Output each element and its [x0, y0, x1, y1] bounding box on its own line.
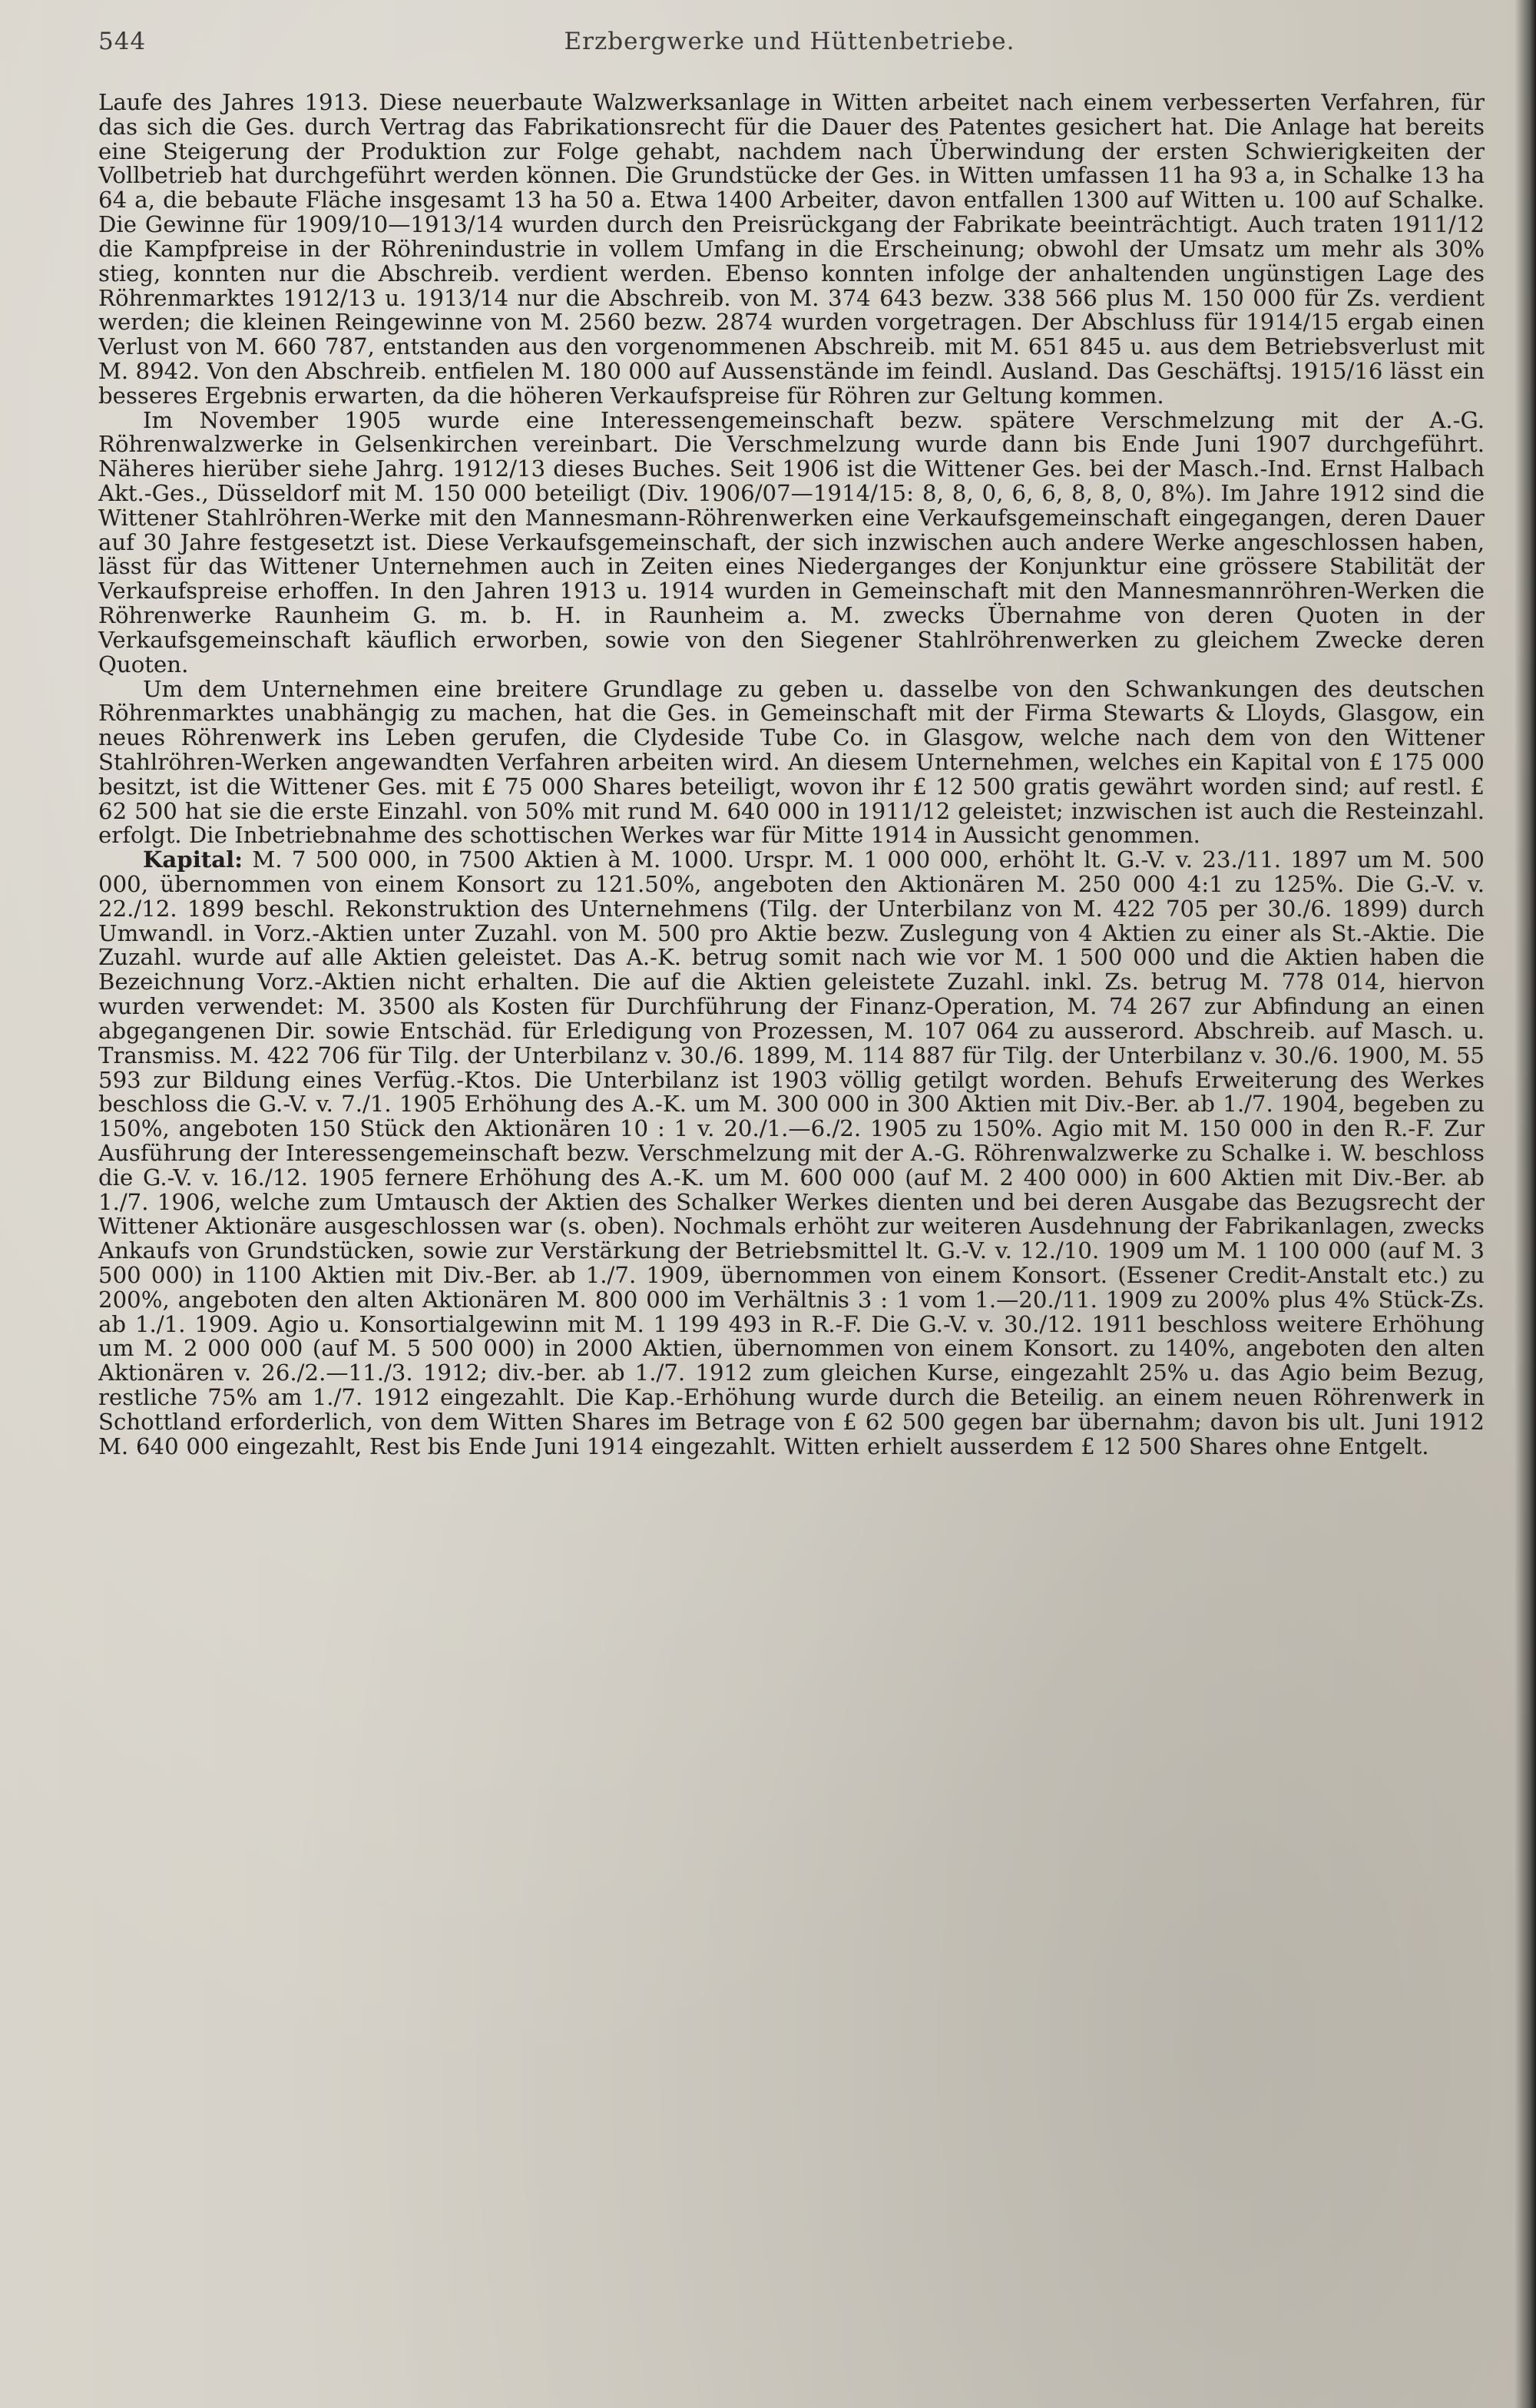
running-title: Erzbergwerke und Hüttenbetriebe.: [564, 28, 1015, 55]
kapital-text: M. 7 500 000, in 7500 Aktien à M. 1000. Urspr. M. 1 000 000, erhöht lt. G.-V. v. 23./11. 1897 um M. 500 000, übernommen von einem Konsort zu 121.50%, angeboten den Aktionären M. 250 000 4:1 zu 125%. Die G.-V. v. 22./12. 1899 beschl. Rekonstruktion des Unternehmens (Tilg. der Unterbilanz von M. 422 705 per 30./6. 1899) durch Umwandl. in Vorz.-Aktien unter Zuzahl. von M. 500 pro Aktie bezw. Zuslegung von 4 Aktien zu einer als St.-Aktie. Die Zuzahl. wurde auf alle Aktien geleistet. Das A.-K. betrug somit nach wie vor M. 1 500 000 und die Aktien haben die Bezeichnung Vorz.-Aktien nicht erhalten. Die auf die Aktien geleistete Zuzahl. inkl. Zs. betrug M. 778 014, hiervon wurden verwendet: M. 3500 als Kosten für Durchführung der Finanz-Operation, M. 74 267 zur Abfindung an einen abgegangenen Dir. sowie Entschäd. für Erledigung von Prozessen, M. 107 064 zu ausserord. Abschreib. auf Masch. u. Transmiss. M. 422 706 für Tilg. der Unterbilanz v. 30./6. 1899, M. 114 887 für Tilg. der Unterbilanz v. 30./6. 1900, M. 55 593 zur Bildung eines Verfüg.-Ktos. Die Unterbilanz ist 1903 völlig getilgt worden. Behufs Erweiterung des Werkes beschloss die G.-V. v. 7./1. 1905 Erhöhung des A.-K. um M. 300 000 in 300 Aktien mit Div.-Ber. ab 1./7. 1904, begeben zu 150%, angeboten 150 Stück den Aktionären 10 : 1 v. 20./1.—6./2. 1905 zu 150%. Agio mit M. 150 000 in den R.-F. Zur Ausführung der Interessengemeinschaft bezw. Verschmelzung mit der A.-G. Röhrenwalzwerke zu Schalke i. W. beschloss die G.-V. v. 16./12. 1905 fernere Erhöhung des A.-K. um M. 600 000 (auf M. 2 400 000) in 600 Aktien mit Div.-Ber. ab 1./7. 1906, welche zum Umtausch der Aktien des Schalker Werkes dienten und bei deren Ausgabe das Bezugsrecht der Wittener Aktionäre ausgeschlossen war (s. oben). Nochmals erhöht zur weiteren Ausdehnung der Fabrikanlagen, zwecks Ankaufs von Grundstücken, sowie zur Verstärkung der Betriebsmittel lt. G.-V. v. 12./10. 1909 um M. 1 100 000 (auf M. 3 500 000) in 1100 Aktien mit Div.-Ber. ab 1./7. 1909, übernommen von einem Konsort. (Essener Credit-Anstalt etc.) zu 200%, angeboten den alten Aktionären M. 800 000 im Verhältnis 3 : 1 vom 1.—20./11. 1909 zu 200% plus 4% Stück-Zs. ab 1./1. 1909. Agio u. Konsortialgewinn mit M. 1 199 493 in R.-F. Die G.-V. v. 30./12. 1911 beschloss weitere Erhöhung um M. 2 000 000 (auf M. 5 500 000) in 2000 Aktien, übernommen von einem Konsort. zu 140%, angeboten den alten Aktionären v. 26./2.—11./3. 1912; div.-ber. ab 1./7. 1912 zum gleichen Kurse, eingezahlt 25% u. das Agio beim Bezug, restliche 75% am 1./7. 1912 eingezahlt. Die Kap.-Erhöhung wurde durch die Beteilig. an einem neuen Röhrenwerk in Schottland erforderlich, von dem Witten Shares im Betrage von £ 62 500 gegen bar übernahm; davon bis ult. Juni 1912 M. 640 000 eingezahlt, Rest bis Ende Juni 1914 eingezahlt. Witten erhielt ausserdem £ 12 500 Shares ohne Entgelt.: [98, 846, 1485, 1459]
paragraph-witten-plant: Laufe des Jahres 1913. Diese neuerbaute Walzwerksanlage in Witten arbeitet nach einem verbesserten Verfahren, für das sich die Ges. durch Vertrag das Fabrikationsrecht für die Dauer des Patentes gesichert hat. Die Anlage hat bereits eine Steigerung der Produktion zur Folge gehabt, nachdem nach Überwindung der ersten Schwierigkeiten der Vollbetrieb hat durchgeführt werden können. Die Grundstücke der Ges. in Witten umfassen 11 ha 93 a, in Schalke 13 ha 64 a, die bebaute Fläche insgesamt 13 ha 50 a. Etwa 1400 Arbeiter, davon entfallen 1300 auf Witten u. 100 auf Schalke. Die Gewinne für 1909/10—1913/14 wurden durch den Preisrückgang der Fabrikate beeinträchtigt. Auch traten 1911/12 die Kampfpreise in der Röhrenindustrie in vollem Umfang in die Erscheinung; obwohl der Umsatz um mehr als 30% stieg, konnten nur die Abschreib. verdient werden. Ebenso konnten infolge der anhaltenden ungünstigen Lage des Röhrenmarktes 1912/13 u. 1913/14 nur die Abschreib. von M. 374 643 bezw. 338 566 plus M. 150 000 für Zs. verdient werden; die kleinen Reingewinne von M. 2560 bezw. 2874 wurden vorgetragen. Der Abschluss für 1914/15 ergab einen Verlust von M. 660 787, entstanden aus den vorgenommenen Abschreib. mit M. 651 845 u. aus dem Betriebsverlust mit M. 8942. Von den Abschreib. entfielen M. 180 000 auf Aussenstände im feindl. Ausland. Das Geschäftsj. 1915/16 lässt ein besseres Ergebnis erwarten, da die höheren Verkaufspreise für Röhren zur Geltung kommen.: [98, 89, 1485, 409]
paragraph-kapital: [98, 848, 1485, 1459]
page-edge-shadow: [1514, 0, 1536, 2408]
page-header: [98, 28, 1481, 74]
kapital-label: Kapital:: [143, 846, 243, 873]
body-text: [98, 91, 1485, 2387]
page-number: 544: [98, 28, 147, 55]
paragraph-interessengemeinschaft: Im November 1905 wurde eine Interessengemeinschaft bezw. spätere Verschmelzung mit der A.-G. Röhrenwalzwerke in Gelsenkirchen vereinbart. Die Verschmelzung wurde dann bis Ende Juni 1907 durchgeführt. Näheres hierüber siehe Jahrg. 1912/13 dieses Buches. Seit 1906 ist die Wittener Ges. bei der Masch.-Ind. Ernst Halbach Akt.-Ges., Düsseldorf mit M. 150 000 beteiligt (Div. 1906/07—1914/15: 8, 8, 0, 6, 6, 8, 8, 0, 8%). Im Jahre 1912 sind die Wittener Stahlröhren-Werke mit den Mannesmann-Röhrenwerken eine Verkaufsgemeinschaft eingegangen, deren Dauer auf 30 Jahre festgesetzt ist. Diese Verkaufsgemeinschaft, der sich inzwischen auch andere Werke angeschlossen haben, lässt für das Wittener Unternehmen auch in Zeiten eines Niederganges der Konjunktur eine grössere Stabilität der Verkaufspreise erhoffen. In den Jahren 1913 u. 1914 wurden in Gemeinschaft mit den Mannesmannröhren-Werken die Röhrenwerke Raunheim G. m. b. H. in Raunheim a. M. zwecks Übernahme von deren Quoten in der Verkaufsgemeinschaft käuflich erworben, sowie von den Siegener Stahlröhrenwerken zu gleichem Zwecke deren Quoten.: [98, 406, 1485, 677]
paragraph-clydeside-tube: Um dem Unternehmen eine breitere Grundlage zu geben u. dasselbe von den Schwankungen des deutschen Röhrenmarktes unabhängig zu machen, hat die Ges. in Gemeinschaft mit der Firma Stewarts & Lloyds, Glasgow, ein neues Röhrenwerk ins Leben gerufen, die Clydeside Tube Co. in Glasgow, welche nach dem von den Wittener Stahlröhren-Werken angewandten Verfahren arbeiten wird. An diesem Unternehmen, welches ein Kapital von £ 175 000 besitzt, ist die Wittener Ges. mit £ 75 000 Shares beteiligt, wovon ihr £ 12 500 gratis gewährt worden sind; auf restl. £ 62 500 hat sie die erste Einzahl. von 50% mit rund M. 640 000 in 1911/12 geleistet; inzwischen ist auch die Resteinzahl. erfolgt. Die Inbetriebnahme des schottischen Werkes war für Mitte 1914 in Aussicht genommen.: [98, 675, 1485, 849]
